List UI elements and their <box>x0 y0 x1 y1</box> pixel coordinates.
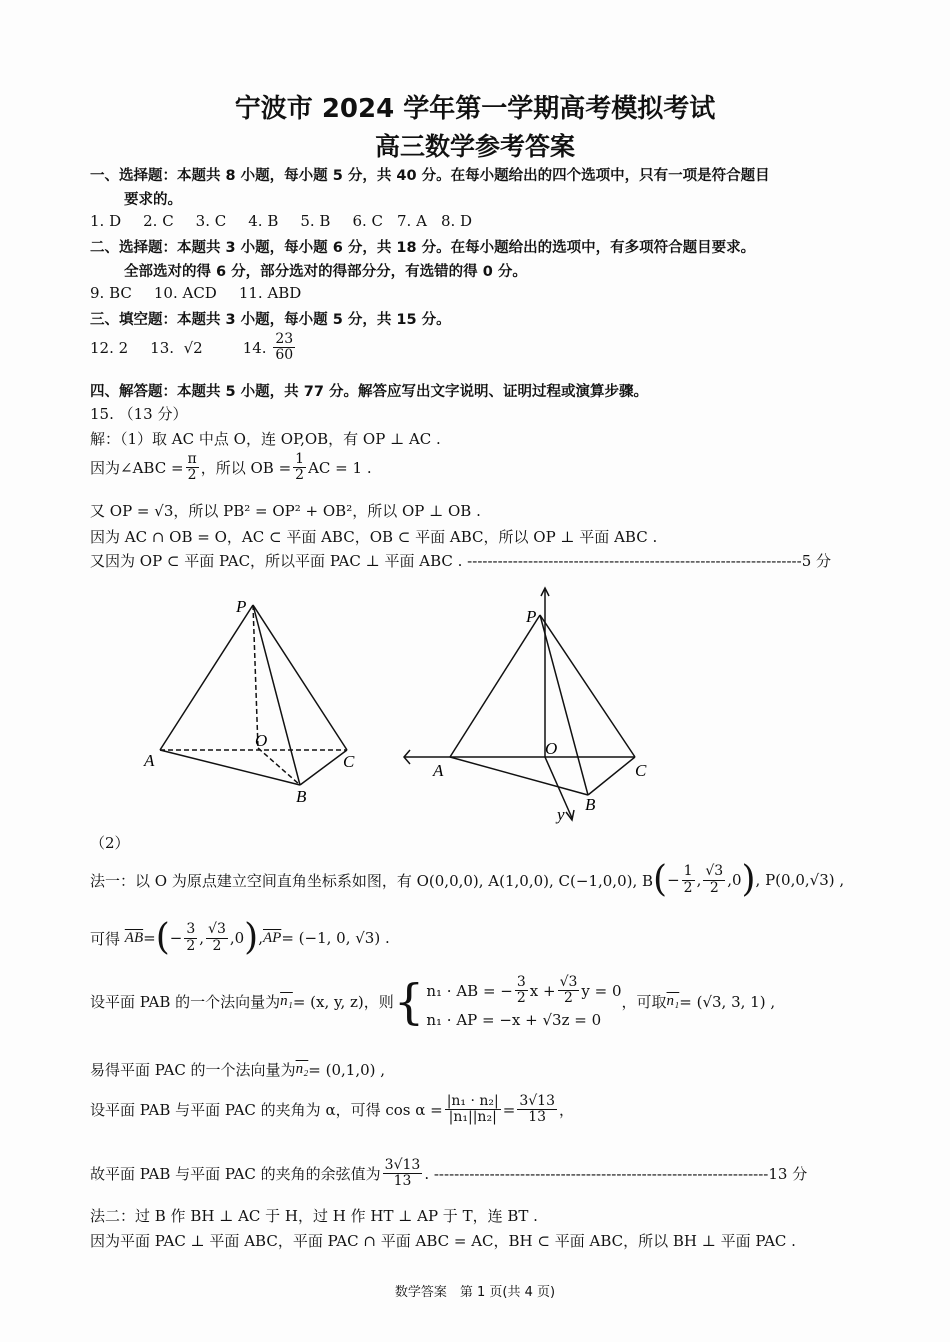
numerator: 3 <box>516 974 526 990</box>
label-y: y <box>557 805 565 824</box>
document-subtitle: 高三数学参考答案 <box>374 132 575 161</box>
fraction <box>186 452 199 484</box>
method-1-conclusion <box>90 1158 807 1190</box>
label-A: A <box>433 761 444 780</box>
text: 法一：以 O 为原点建立空间直角坐标系如图，有 O(0,0,0), A(1,0,0), C(−1,0,0), B <box>90 871 654 890</box>
text: , P(0,0,√3) , <box>755 871 845 889</box>
answers-1-8 <box>90 212 472 230</box>
answer: 8. D <box>440 212 473 230</box>
answer: 3. C <box>195 212 227 230</box>
denominator: 60 <box>275 347 294 364</box>
denominator: 13 <box>528 1109 547 1126</box>
q15-line: 解：（1）取 AC 中点 O，连 OP,OB，有 OP ⊥ AC . <box>90 430 441 448</box>
document-title: 宁波市 2024 学年第一学期高考模拟考试 <box>234 94 716 124</box>
text: = <box>502 1100 516 1119</box>
method-1-line <box>90 1059 385 1080</box>
text: − <box>667 871 680 889</box>
pyramid-figure-left <box>160 605 347 785</box>
fraction <box>703 864 725 896</box>
answer: 7. A <box>397 212 427 230</box>
vector-n1: n₁ <box>666 993 680 1010</box>
numerator: √3 <box>208 921 226 938</box>
answer: 9. BC <box>90 284 132 302</box>
method-1-line: 法一：以 O 为原点建立空间直角坐标系如图，有 O(0,0,0), A(1,0,0), C(−1,0,0), B ( − $\frac{1}{2}$ , $\frac{√3}{2}$ ,0 ) , P(0,0,√3) , <box>90 859 845 900</box>
vector-AB: $\overline{AB}$ <box>124 929 144 946</box>
q15-line: 又因为 OP ⊂ 平面 PAC，所以平面 PAC ⊥ 平面 ABC . ------------------------------------------------------------------5 分 <box>90 552 831 570</box>
text: 易得平面 PAC 的一个法向量为 <box>90 1061 296 1079</box>
text: 因为∠ABC = <box>90 459 184 478</box>
method-1-line <box>90 1094 574 1126</box>
section-2-heading-cont: 全部选对的得 6 分，部分选对的得部分分，有选错的得 0 分。 <box>124 264 527 280</box>
text: 可得 <box>90 929 121 948</box>
answers-12-14 <box>90 332 297 364</box>
answer: 2. C <box>143 212 174 230</box>
q15-line: 因为 AC ∩ OB = O，AC ⊂ 平面 ABC，OB ⊂ 平面 ABC，所以 OP ⊥ 平面 ABC . <box>90 528 658 546</box>
section-3-heading: 三、填空题：本题共 3 小题，每小题 5 分，共 15 分。 <box>90 312 451 328</box>
denominator: 2 <box>186 937 196 954</box>
answer: √2 <box>183 338 203 357</box>
denominator: 2 <box>709 879 719 896</box>
denominator: 13 <box>393 1173 412 1190</box>
fraction <box>206 922 228 954</box>
answer-label: 14. <box>242 338 267 357</box>
method-2-line: 法二：过 B 作 BH ⊥ AC 于 H，过 H 作 HT ⊥ AP 于 T，连 BT . <box>90 1207 538 1225</box>
vector-AP: $\overline{AP}$ <box>263 929 282 946</box>
fraction <box>293 452 306 484</box>
fraction <box>273 332 295 364</box>
fraction <box>184 922 197 954</box>
denominator: 2 <box>187 467 197 484</box>
text: n₁ · AB = − <box>426 981 513 1000</box>
label-P: P <box>236 597 247 616</box>
text: = (−1, 0, √3) . <box>281 929 390 947</box>
q15-header: 15. （13 分） <box>90 405 188 423</box>
label-C: C <box>635 761 647 780</box>
text: − <box>169 929 183 947</box>
section-1-heading: 一、选择题：本题共 8 小题，每小题 5 分，共 40 分。在每小题给出的四个选项中，只有一项是符合题目 <box>90 168 770 184</box>
text: ,0 <box>229 929 245 947</box>
pyramid-figures <box>0 580 950 830</box>
method-1-line: 可得 $\overline{AB}$ = ( − $\frac{3}{2}$ , $\frac{√3}{2}$ ,0 ) , $\overline{AP}$ = (−1, 0, √3) . <box>90 917 390 958</box>
label-C: C <box>343 752 355 771</box>
fraction <box>517 1094 557 1126</box>
text: ，可取 <box>621 993 667 1012</box>
fraction <box>445 1094 501 1126</box>
text: = <box>143 929 156 947</box>
numerator: √3 <box>705 863 724 880</box>
numerator: 1 <box>683 863 693 880</box>
denominator: |n₁||n₂| <box>448 1109 497 1126</box>
q15-line: 又 OP = √3，所以 PB² = OP² + OB²，所以 OP ⊥ OB . <box>90 502 481 520</box>
vector-n2: n₂ <box>295 1061 309 1077</box>
text: AC = 1 . <box>308 458 372 477</box>
page-footer: 数学答案 第 1 页(共 4 页) <box>394 1285 556 1300</box>
denominator: 2 <box>564 990 573 1007</box>
denominator: 2 <box>212 937 222 954</box>
numerator: π <box>187 451 197 467</box>
fraction <box>383 1158 423 1190</box>
text: = (0,1,0) , <box>308 1060 386 1079</box>
text: x + <box>529 981 556 1000</box>
equation: n₁ · AP = −x + √3z = 0 <box>426 1010 602 1029</box>
fraction <box>558 975 580 1007</box>
denominator: 2 <box>683 879 693 896</box>
answer: 6. C <box>352 212 384 230</box>
answer: 11. ABD <box>238 284 302 302</box>
answer: 1. D <box>90 212 122 230</box>
text: . ------------------------------------------------------------------13 分 <box>424 1165 808 1184</box>
method-1-line: 设平面 PAB 的一个法向量为 n₁ = (x, y, z)，则 { n₁ · AB = − $\frac{3}{2}$ x + $\frac{√3}{2}$ y = 0 n₁ · AP = −x + √3z = 0 ，可取 n₁ = (√3, 3, 1) , <box>90 973 776 1030</box>
section-4-heading: 四、解答题：本题共 5 小题，共 77 分。解答应写出文字说明、证明过程或演算步骤。 <box>90 384 648 400</box>
answer: 10. ACD <box>153 284 217 302</box>
section-2-heading: 二、选择题：本题共 3 小题，每小题 6 分，共 18 分。在每小题给出的选项中，有多项符合题目要求。 <box>90 240 756 256</box>
answers-9-11 <box>90 284 301 302</box>
numerator: 3√13 <box>519 1093 555 1109</box>
numerator: 1 <box>295 451 305 467</box>
q15-line <box>90 452 372 484</box>
text: y = 0 <box>581 981 622 1000</box>
answer-label: 13. <box>150 338 175 357</box>
pyramid-figure-right <box>404 588 635 820</box>
part-2-header: （2） <box>90 834 130 852</box>
equation-system <box>426 975 621 1029</box>
text: = (x, y, z)，则 <box>292 993 394 1012</box>
text: ,0 <box>727 871 742 889</box>
label-O: O <box>545 739 558 758</box>
text: = (√3, 3, 1) , <box>679 992 776 1011</box>
method-2-line: 因为平面 PAC ⊥ 平面 ABC，平面 PAC ∩ 平面 ABC = AC，BH ⊂ 平面 ABC，所以 BH ⊥ 平面 PAC . <box>90 1232 796 1250</box>
section-1-heading-cont: 要求的。 <box>124 192 182 208</box>
numerator: √3 <box>559 974 578 990</box>
text: 设平面 PAB 的一个法向量为 <box>90 993 281 1012</box>
label-B: B <box>296 787 307 806</box>
text: ， <box>558 1101 574 1120</box>
denominator: 2 <box>295 467 305 484</box>
text: 设平面 PAB 与平面 PAC 的夹角为 α，可得 cos α = <box>90 1101 443 1120</box>
answer: 4. B <box>248 212 279 230</box>
vector-n1: n₁ <box>280 993 293 1010</box>
label-B: B <box>585 795 596 814</box>
label-P: P <box>526 607 537 626</box>
denominator: 2 <box>516 990 526 1007</box>
fraction <box>515 975 528 1007</box>
numerator: 3√13 <box>384 1157 421 1173</box>
fraction <box>682 864 695 896</box>
label-O: O <box>255 731 268 750</box>
answer: 5. B <box>300 212 331 230</box>
text: ，所以 OB = <box>200 459 292 478</box>
numerator: 23 <box>275 331 294 347</box>
answer: 12. 2 <box>90 338 129 357</box>
label-A: A <box>144 751 155 770</box>
text: 故平面 PAB 与平面 PAC 的夹角的余弦值为 <box>90 1165 381 1184</box>
numerator: |n₁ · n₂| <box>446 1093 499 1109</box>
numerator: 3 <box>186 921 196 938</box>
